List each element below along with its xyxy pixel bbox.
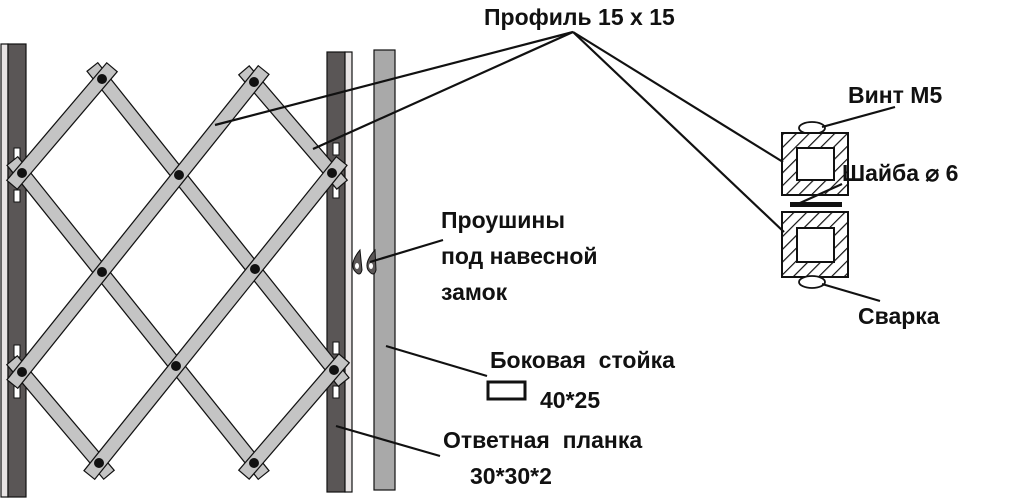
pivot-rivet xyxy=(94,458,104,468)
pivot-rivet xyxy=(174,170,184,180)
lattice-bar xyxy=(90,161,342,474)
left-post xyxy=(1,44,26,497)
label-side-post: Боковая стойка xyxy=(490,347,675,373)
pivot-rivet xyxy=(171,361,181,371)
lattice-bar xyxy=(12,68,111,185)
weld xyxy=(799,276,825,288)
label-profile: Профиль 15 х 15 xyxy=(484,4,675,30)
pivot-rivet xyxy=(249,458,259,468)
lattice xyxy=(12,66,345,475)
lattice-bar xyxy=(13,161,263,474)
pivot-rivet xyxy=(249,77,259,87)
pivot-rivet xyxy=(250,264,260,274)
profile-cross-section xyxy=(782,122,848,288)
label-weld: Сварка xyxy=(858,303,940,329)
pivot-rivet xyxy=(97,74,107,84)
label-strike-plate-size: 30*30*2 xyxy=(470,463,552,489)
pivot-rivet xyxy=(329,365,339,375)
washer xyxy=(790,202,842,207)
label-side-post-size: 40*25 xyxy=(540,387,601,413)
label-lugs-1: Проушины xyxy=(441,207,565,233)
label-washer: Шайба ⌀ 6 xyxy=(842,160,959,186)
label-strike-plate: Ответная планка xyxy=(443,427,643,453)
label-screw: Винт М5 xyxy=(848,82,943,108)
pivot-rivet xyxy=(17,367,27,377)
label-lugs-2: под навесной xyxy=(441,243,598,269)
pivot-rivet xyxy=(327,168,337,178)
pivot-rivet xyxy=(17,168,27,178)
lattice-bar xyxy=(93,67,343,381)
label-lugs-3: замок xyxy=(441,279,508,305)
rect-section-icon xyxy=(488,382,525,399)
pivot-rivet xyxy=(97,267,107,277)
